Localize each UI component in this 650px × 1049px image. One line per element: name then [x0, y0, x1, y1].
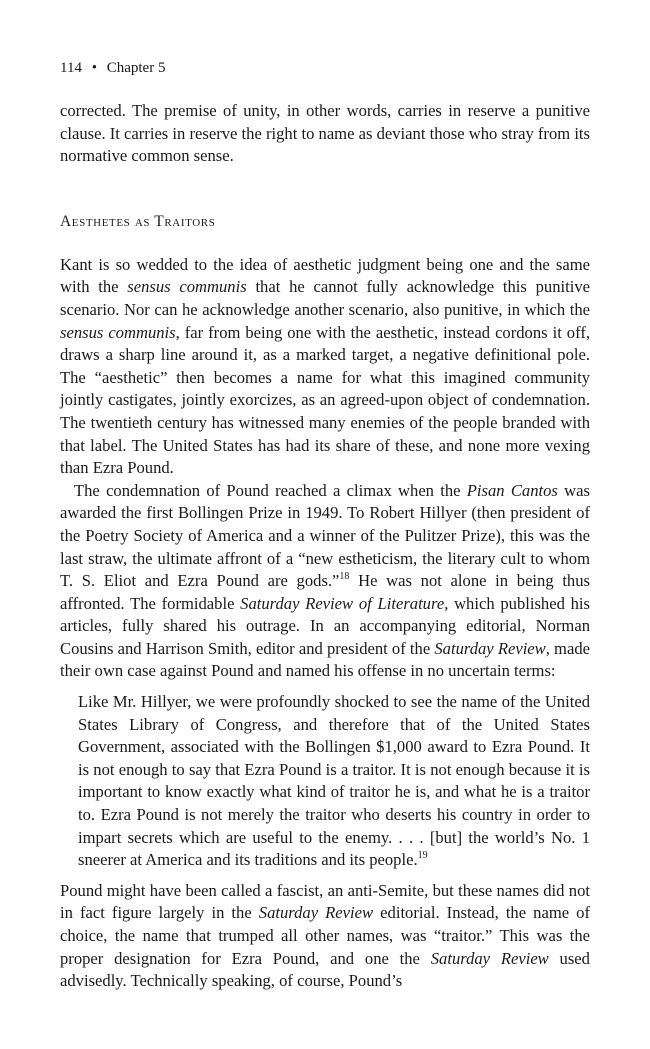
section-heading: Aesthetes as Traitors	[60, 212, 216, 230]
paragraph-bollingen: The condemnation of Pound reached a climax when the Pisan Cantos was awarded the first Bollingen Prize in 1949. To Robert Hillyer (then president of the Poetry Society of America and a winner of the Pulitzer Prize), this was the last straw, the ultimate affront of a “new estheticism, the literary cult to whom T. S. Eliot and Ezra Pound are gods.”$^{18}$ He was not alone in being thus affronted. The formidable Saturday Review of Literature, which published his articles, fully shared his outrage. In an accompanying editorial, Norman Cousins and Harrison Smith, editor and president of the Saturday Review, made their own case against Pound and named his offense in no uncertain terms:	[60, 480, 590, 681]
italic-title: Saturday Review	[434, 638, 546, 658]
intro-paragraph: corrected. The premise of unity, in other words, carries in reserve a punitive clause. It carries in reserve the right to name as deviant those who stray from its normative common sense.	[60, 101, 590, 166]
italic-title: Pisan Cantos	[466, 480, 558, 500]
italic-term: sensus communis	[127, 277, 247, 297]
paragraph-traitor: Pound might have been called a fascist, an anti-Semite, but these names did not in fact figure largely in the Saturday Review editorial. Instead, the name of choice, the name that trumped all other names, was “traitor.” This was the proper designation for Ezra Pound, and one the Saturday Review used advisedly. Technically speaking, of course, Pound’s	[60, 880, 590, 991]
section-spacer	[60, 168, 590, 212]
footnote-marker: 19	[417, 849, 428, 861]
block-quote-text: Like Mr. Hillyer, we were profoundly shocked to see the name of the United States Library of Congress, and therefore that of the United States Government, associated with the Bollingen $1,000 award to Ezra Pound. It is not enough to say that Ezra Pound is a traitor. It is not enough because it is important to know exactly what kind of traitor he is, and what he is a traitor to. Ezra Pound is not merely the traitor who deserts his country in order to impart secrets which are useful to the enemy. . . . [but] the world’s No. 1 sneerer at America and its traditions and its people.$^{19}$	[78, 692, 590, 870]
footnote-marker: 18	[339, 570, 350, 582]
italic-title: Saturday Review	[258, 903, 374, 923]
paragraph-kant: Kant is so wedded to the idea of aesthetic judgment being one and the same with the sensus communis that he cannot fully acknowledge this punitive scenario. Nor can he acknowledge another scenario, also punitive, in which the sensus communis, far from being one with the aesthetic, instead cordons it off, draws a sharp line around it, as a marked target, a negative definitional pole. The “aesthetic” then becomes a name for what this imagined community jointly castigates, jointly exorcizes, as an agreed-upon object of condemnation. The twentieth century has witnessed many enemies of the people branded with that label. The United States has had its share of these, and none more vexing than Ezra Pound.	[60, 254, 590, 478]
italic-title: Saturday Review of Literature	[240, 593, 445, 613]
chapter-label: Chapter 5	[106, 60, 166, 76]
running-head	[60, 58, 590, 78]
page-number: 114	[60, 60, 82, 76]
block-quote	[78, 691, 590, 872]
bullet-separator: •	[91, 60, 97, 76]
italic-term: sensus communis	[60, 322, 176, 342]
italic-title: Saturday Review	[430, 948, 549, 968]
